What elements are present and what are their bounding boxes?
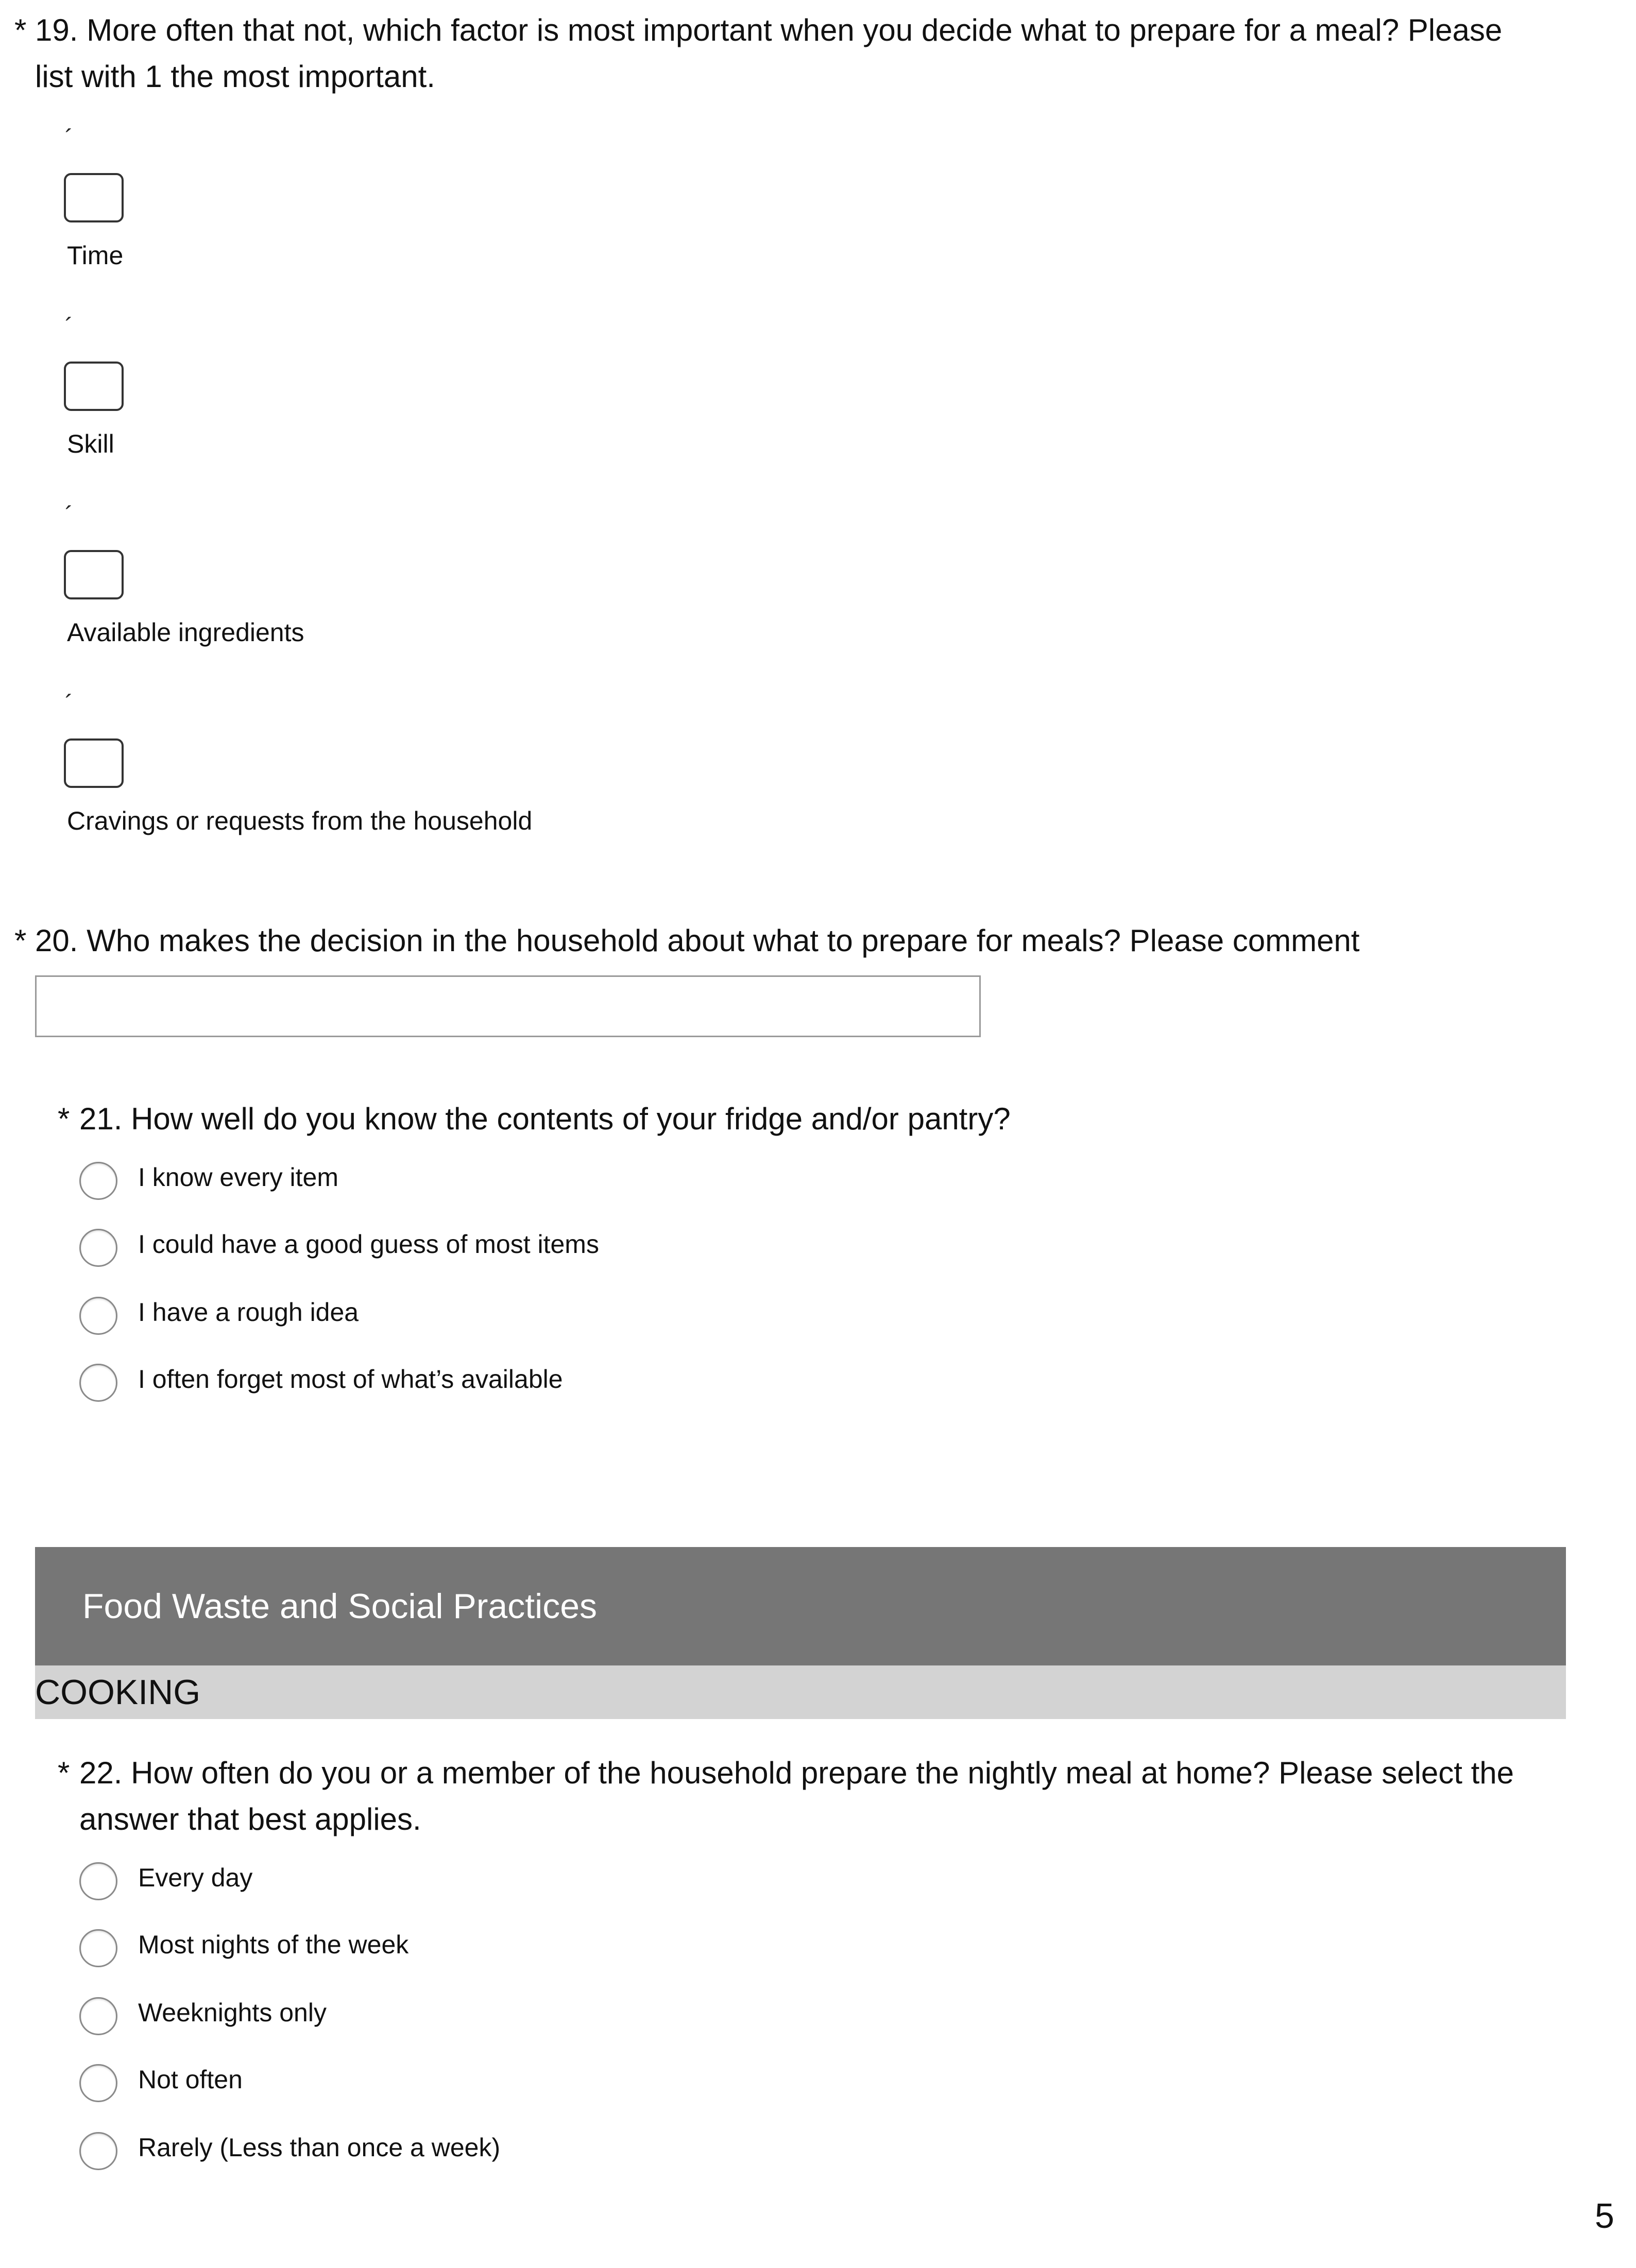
q21-option-label: I could have a good guess of most items	[138, 1230, 599, 1259]
q22-question	[58, 1750, 1593, 1843]
q22-radio-weeknights-only[interactable]	[79, 1997, 117, 2035]
q20-question	[14, 918, 1591, 964]
q22-option-label: Rarely (Less than once a week)	[138, 2133, 501, 2162]
page-number: 5	[1595, 2196, 1614, 2236]
subsection-header	[35, 1665, 1566, 1719]
required-asterisk: *	[14, 923, 27, 958]
rank-input-time[interactable]	[64, 173, 124, 222]
rank-input-cravings[interactable]	[64, 738, 124, 788]
required-asterisk: *	[58, 1756, 70, 1790]
q20-text: 20. Who makes the decision in the household about what to prepare for meals? Please comment	[35, 923, 1360, 958]
rank-input-available-ingredients[interactable]	[64, 550, 124, 599]
q21-option-label: I know every item	[138, 1163, 339, 1192]
rank-tick-mark: ´	[65, 691, 73, 718]
q21-radio-often-forget[interactable]	[79, 1364, 117, 1402]
q22-radio-most-nights[interactable]	[79, 1929, 117, 1967]
required-asterisk: *	[14, 13, 27, 47]
q22-option-label: Every day	[138, 1863, 253, 1892]
rank-label-available-ingredients: Available ingredients	[67, 618, 304, 647]
rank-label-cravings: Cravings or requests from the household	[67, 806, 533, 835]
q22-option-label: Not often	[138, 2065, 243, 2094]
required-asterisk: *	[58, 1102, 70, 1136]
q20-comment-input[interactable]	[35, 975, 981, 1037]
rank-tick-mark: ´	[65, 502, 73, 529]
rank-label-time: Time	[67, 241, 124, 270]
q21-option-label: I often forget most of what’s available	[138, 1365, 563, 1394]
q22-radio-rarely[interactable]	[79, 2132, 117, 2170]
rank-tick-mark: ´	[65, 314, 73, 341]
q21-question	[58, 1096, 1593, 1142]
section-title: Food Waste and Social Practices	[82, 1587, 598, 1626]
rank-input-skill[interactable]	[64, 362, 124, 411]
q22-radio-every-day[interactable]	[79, 1862, 117, 1900]
q21-radio-know-every-item[interactable]	[79, 1162, 117, 1200]
subsection-title: COOKING	[35, 1673, 201, 1712]
q19-question	[14, 7, 1591, 100]
rank-label-skill: Skill	[67, 429, 114, 458]
q22-option-label: Most nights of the week	[138, 1930, 409, 1959]
q21-radio-good-guess[interactable]	[79, 1229, 117, 1267]
q19-text-line1: 19. More often that not, which factor is most important when you decide what to prepare for a meal? Please	[35, 13, 1503, 47]
rank-tick-mark: ´	[65, 125, 73, 152]
q22-option-label: Weeknights only	[138, 1998, 327, 2027]
q21-text: 21. How well do you know the contents of your fridge and/or pantry?	[79, 1102, 1011, 1136]
q21-radio-rough-idea[interactable]	[79, 1297, 117, 1335]
q19-text-line2: list with 1 the most important.	[35, 59, 435, 94]
section-header	[35, 1547, 1566, 1665]
q21-option-label: I have a rough idea	[138, 1298, 359, 1327]
q22-text-line2: answer that best applies.	[79, 1802, 421, 1836]
q22-radio-not-often[interactable]	[79, 2064, 117, 2102]
q22-text-line1: 22. How often do you or a member of the household prepare the nightly meal at home? Please select the	[79, 1756, 1514, 1790]
